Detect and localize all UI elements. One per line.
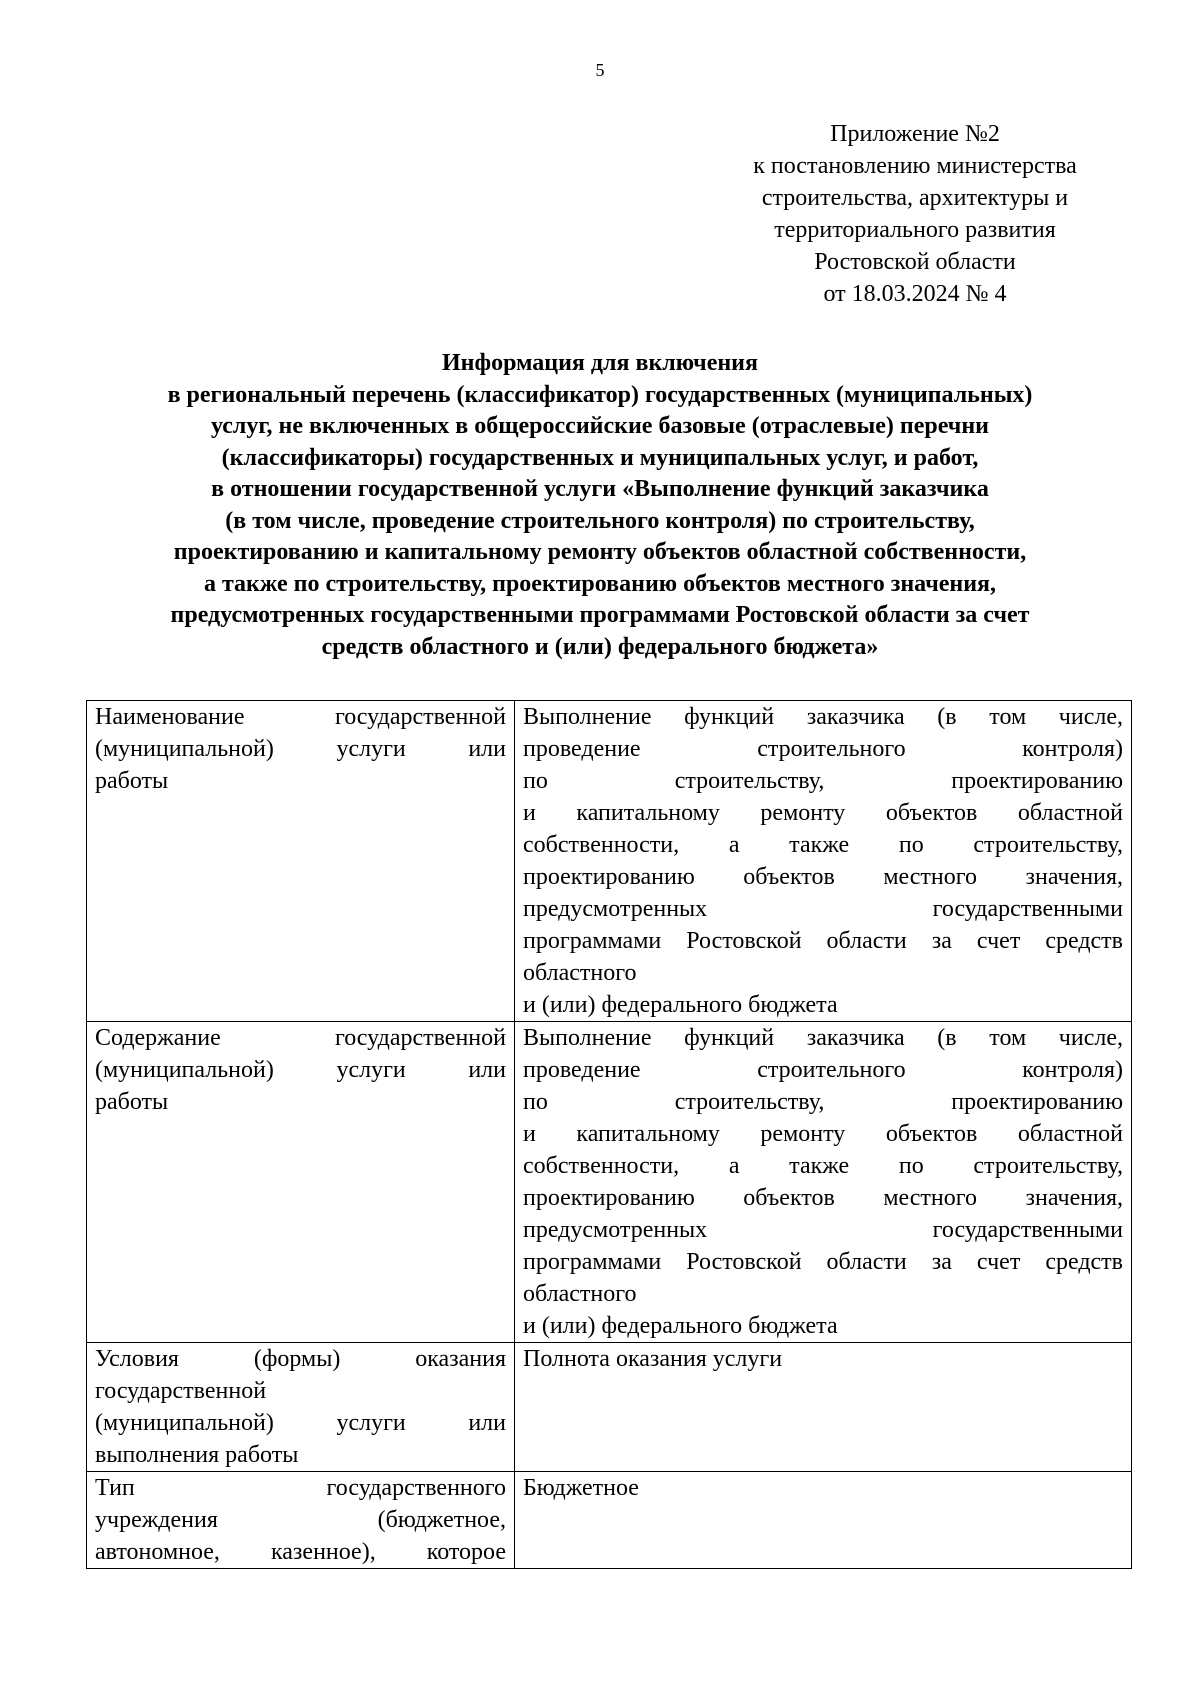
appendix-line: от 18.03.2024 № 4 xyxy=(823,281,1007,307)
cell-line: (муниципальной) услуги или xyxy=(95,1410,506,1436)
cell-line: программами Ростовской области за счет средств xyxy=(523,1249,1123,1275)
cell-line: Полнота оказания услуги xyxy=(523,1346,783,1372)
cell-line: предусмотренных государственными xyxy=(523,896,1123,922)
table-row xyxy=(87,1022,1132,1343)
cell-line: Тип государственного xyxy=(95,1475,506,1501)
cell-line: учреждения (бюджетное, xyxy=(95,1507,506,1533)
cell-line: Бюджетное xyxy=(523,1475,639,1501)
appendix-line: строительства, архитектуры и xyxy=(761,185,1069,211)
cell-line: по строительству, проектированию xyxy=(523,1089,1123,1115)
cell-line: выполнения работы xyxy=(95,1442,299,1468)
cell-line: Условия (формы) оказания xyxy=(95,1346,506,1372)
cell-line: и капитальному ремонту объектов областной xyxy=(523,1121,1123,1147)
title-line: (классификаторы) государственных и муниципальных услуг, и работ, xyxy=(221,444,979,471)
title-line: услуг, не включенных в общероссийские базовые (отраслевые) перечни xyxy=(210,413,989,439)
row-value-cell xyxy=(515,701,1132,1022)
appendix-line: к постановлению министерства xyxy=(753,153,1077,179)
cell-line: предусмотренных государственными xyxy=(523,1217,1123,1243)
title-line: (в том числе, проведение строительного контроля) по строительству, xyxy=(225,507,975,534)
appendix-line: территориального развития xyxy=(774,217,1056,243)
cell-line: и (или) федерального бюджета xyxy=(523,1313,838,1339)
document-title xyxy=(60,348,1140,663)
title-line: в региональный перечень (классификатор) государственных (муниципальных) xyxy=(167,381,1033,408)
cell-line: проектированию объектов местного значения, xyxy=(523,1185,1123,1211)
title-line: а также по строительству, проектированию объектов местного значения, xyxy=(203,570,997,597)
title-line: проектированию и капитальному ремонту объектов областной собственности, xyxy=(173,539,1027,565)
cell-line: Наименование государственной xyxy=(95,704,506,730)
appendix-header xyxy=(700,118,1130,310)
cell-line: работы xyxy=(95,768,169,794)
page-number: 5 xyxy=(595,60,605,80)
cell-line: государственной xyxy=(95,1378,267,1404)
title-line: предусмотренных государственными программами Ростовской области за счет xyxy=(170,602,1030,628)
table-row xyxy=(87,701,1132,1022)
row-value-cell xyxy=(515,1472,1132,1569)
cell-line: собственности, а также по строительству, xyxy=(523,1153,1123,1179)
row-value-cell xyxy=(515,1343,1132,1472)
cell-line: областного xyxy=(523,1281,637,1307)
cell-line: и капитальному ремонту объектов областной xyxy=(523,800,1123,826)
appendix-line: Приложение №2 xyxy=(830,121,1000,147)
cell-line: автономное, казенное), которое xyxy=(95,1539,506,1565)
cell-line: работы xyxy=(95,1089,169,1115)
cell-line: программами Ростовской области за счет средств xyxy=(523,928,1123,954)
cell-line: проектированию объектов местного значения, xyxy=(523,864,1123,890)
row-label-cell xyxy=(87,701,515,1022)
cell-line: Выполнение функций заказчика (в том числе, xyxy=(523,704,1123,730)
cell-line: Содержание государственной xyxy=(95,1025,506,1051)
cell-line: (муниципальной) услуги или xyxy=(95,736,506,762)
row-label-cell xyxy=(87,1472,515,1569)
cell-line: собственности, а также по строительству, xyxy=(523,832,1123,858)
cell-line: и (или) федерального бюджета xyxy=(523,992,838,1018)
row-value-cell xyxy=(515,1022,1132,1343)
cell-line: (муниципальной) услуги или xyxy=(95,1057,506,1083)
appendix-line: Ростовской области xyxy=(814,249,1016,275)
info-table xyxy=(86,700,1132,1569)
cell-line: Выполнение функций заказчика (в том числе, xyxy=(523,1025,1123,1051)
cell-line: проведение строительного контроля) xyxy=(523,1057,1123,1083)
table-row xyxy=(87,1343,1132,1472)
cell-line: областного xyxy=(523,960,637,986)
title-line: Информация для включения xyxy=(441,350,758,376)
title-line: в отношении государственной услуги «Выполнение функций заказчика xyxy=(211,476,989,502)
cell-line: по строительству, проектированию xyxy=(523,768,1123,794)
table-row xyxy=(87,1472,1132,1569)
row-label-cell xyxy=(87,1022,515,1343)
title-line: средств областного и (или) федерального бюджета» xyxy=(321,633,879,660)
row-label-cell xyxy=(87,1343,515,1472)
cell-line: проведение строительного контроля) xyxy=(523,736,1123,762)
